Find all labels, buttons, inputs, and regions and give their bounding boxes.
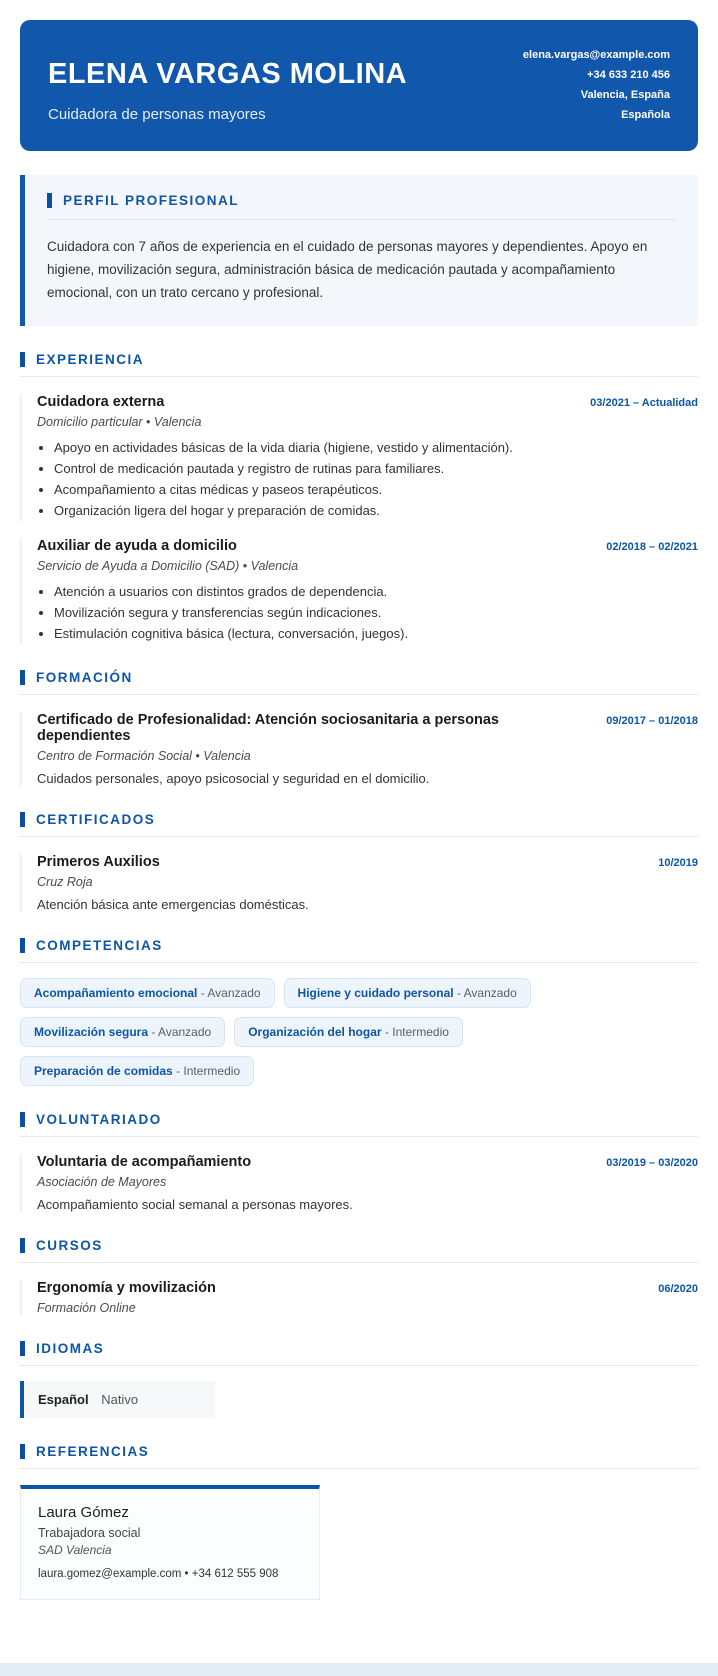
bullet-item: • Apoyo en actividades básicas de la vida diaria (higiene, vestido y alimentación). [54, 437, 698, 458]
contact-info [523, 42, 670, 125]
divider [20, 1365, 698, 1366]
skill-chip-list [20, 978, 698, 1086]
section-experience [20, 352, 698, 644]
languages-heading-label: IDIOMAS [36, 1341, 105, 1356]
entry-date: 06/2020 [658, 1283, 698, 1295]
language-name: Español [38, 1392, 89, 1407]
divider [20, 962, 698, 963]
bullet-item: • Atención a usuarios con distintos grados de dependencia. [54, 581, 698, 602]
section-courses [20, 1238, 698, 1315]
entry-head [37, 394, 698, 410]
skill-name: Organización del hogar [248, 1025, 382, 1039]
entry-subtitle: Servicio de Ayuda a Domicilio (SAD) • Valencia [37, 559, 299, 573]
entry-head [37, 1280, 698, 1296]
section-skills [20, 938, 698, 1086]
skill-name: Higiene y cuidado personal [297, 986, 454, 1000]
skill-separator: - [200, 986, 205, 1000]
course-entry [20, 1280, 698, 1315]
skill-name: Acompañamiento emocional [34, 986, 198, 1000]
entry-subtitle: Asociación de Mayores [37, 1175, 167, 1189]
profile-text: Cuidadora con 7 años de experiencia en el cuidado de personas mayores y dependientes. Apoyo en higiene, movilización segura, administración básica de medicación pautada y acompañamiento emocional, con un trato cercano y profesional. [47, 239, 648, 300]
skill-name: Preparación de comidas [34, 1064, 173, 1078]
education-heading [20, 670, 698, 685]
experience-entry [20, 394, 698, 521]
entry-title: Auxiliar de ayuda a domicilio [37, 538, 237, 554]
heading-bar [20, 812, 25, 827]
header-identity [48, 42, 407, 123]
experience-entry [20, 538, 698, 644]
divider [20, 1262, 698, 1263]
entry-date: 03/2021 – Actualidad [590, 397, 698, 409]
entry-head [37, 1154, 698, 1170]
contact-phone: +34 633 210 456 [587, 69, 670, 81]
experience-heading [20, 352, 698, 367]
entry-subtitle: Centro de Formación Social • Valencia [37, 749, 251, 763]
entry-description: Acompañamiento social semanal a personas mayores. [37, 1197, 353, 1212]
reference-role: Trabajadora social [38, 1526, 141, 1540]
skill-chip [284, 978, 531, 1008]
section-volunteering [20, 1112, 698, 1212]
profile-heading-label: PERFIL PROFESIONAL [63, 193, 240, 208]
entry-date: 02/2018 – 02/2021 [606, 541, 698, 553]
entry-title: Cuidadora externa [37, 394, 165, 410]
reference-contact: laura.gomez@example.com • +34 612 555 908 [38, 1568, 279, 1580]
contact-nationality: Española [621, 109, 670, 121]
heading-bar [20, 352, 25, 367]
entry-description: Cuidados personales, apoyo psicosocial y seguridad en el domicilio. [37, 771, 430, 786]
person-name: ELENA VARGAS MOLINA [48, 58, 408, 90]
divider [20, 694, 698, 695]
entry-subtitle: Cruz Roja [37, 875, 93, 889]
reference-company: SAD Valencia [38, 1543, 112, 1557]
courses-heading [20, 1238, 698, 1253]
skill-separator: - [384, 1025, 389, 1039]
skill-chip [20, 978, 275, 1008]
entry-title: Primeros Auxilios [37, 854, 160, 870]
experience-heading-label: EXPERIENCIA [36, 352, 145, 367]
heading-bar [20, 938, 25, 953]
entry-bullet-list [37, 437, 698, 521]
bullet-item: • Control de medicación pautada y registro de rutinas para familiares. [54, 458, 698, 479]
skill-chip [20, 1017, 225, 1047]
skills-heading-label: COMPETENCIAS [36, 938, 163, 953]
header-card [20, 20, 698, 151]
heading-bar [20, 1444, 25, 1459]
bullet-item: • Movilización segura y transferencias según indicaciones. [54, 602, 698, 623]
education-entry [20, 712, 698, 786]
skill-separator: - [176, 1064, 181, 1078]
section-education [20, 670, 698, 786]
skill-level: Avanzado [158, 1025, 212, 1039]
skill-name: Movilización segura [34, 1025, 149, 1039]
references-heading [20, 1444, 698, 1459]
profile-heading [47, 193, 676, 208]
section-profile [20, 175, 698, 326]
entry-subtitle: Domicilio particular • Valencia [37, 415, 202, 429]
person-job-title: Cuidadora de personas mayores [48, 106, 266, 123]
entry-title: Certificado de Profesionalidad: Atención sociosanitaria a personas dependientes [37, 712, 499, 744]
bullet-item: • Organización ligera del hogar y preparación de comidas. [54, 500, 698, 521]
skill-chip [234, 1017, 463, 1047]
reference-card [20, 1485, 320, 1600]
footer-band [0, 1663, 718, 1676]
heading-bar [20, 1341, 25, 1356]
heading-bar [20, 1112, 25, 1127]
references-heading-label: REFERENCIAS [36, 1444, 150, 1459]
skills-heading [20, 938, 698, 953]
entry-head [37, 538, 698, 554]
skill-level: Intermedio [392, 1025, 449, 1039]
entry-title: Ergonomía y movilización [37, 1280, 216, 1296]
volunteering-heading [20, 1112, 698, 1127]
certificates-heading [20, 812, 698, 827]
entry-description: Atención básica ante emergencias domésticas. [37, 897, 309, 912]
skill-chip [20, 1056, 254, 1086]
volunteering-entry [20, 1154, 698, 1212]
skill-separator: - [456, 986, 461, 1000]
entry-head [37, 712, 698, 744]
education-heading-label: FORMACIÓN [36, 670, 133, 685]
contact-location: Valencia, España [580, 89, 670, 101]
divider [20, 836, 698, 837]
divider [20, 1468, 698, 1469]
section-references [20, 1444, 698, 1600]
entry-date: 10/2019 [658, 857, 698, 869]
divider [47, 219, 676, 220]
skill-separator: - [151, 1025, 156, 1039]
section-languages [20, 1341, 698, 1418]
certificates-heading-label: CERTIFICADOS [36, 812, 156, 827]
bullet-item: • Acompañamiento a citas médicas y paseos terapéuticos. [54, 479, 698, 500]
reference-name: Laura Gómez [38, 1504, 129, 1521]
languages-heading [20, 1341, 698, 1356]
heading-bar [47, 193, 52, 208]
entry-subtitle: Formación Online [37, 1301, 136, 1315]
section-certificates [20, 812, 698, 912]
certificate-entry [20, 854, 698, 912]
courses-heading-label: CURSOS [36, 1238, 103, 1253]
entry-bullet-list [37, 581, 698, 644]
language-level: Nativo [101, 1392, 139, 1407]
contact-email: elena.vargas@example.com [522, 49, 670, 61]
volunteering-heading-label: VOLUNTARIADO [36, 1112, 162, 1127]
divider [20, 1136, 698, 1137]
language-item [20, 1381, 215, 1418]
entry-title: Voluntaria de acompañamiento [37, 1154, 252, 1170]
heading-bar [20, 1238, 25, 1253]
entry-date: 03/2019 – 03/2020 [606, 1157, 698, 1169]
skill-level: Avanzado [463, 986, 517, 1000]
heading-bar [20, 670, 25, 685]
skill-level: Intermedio [183, 1064, 241, 1078]
skill-level: Avanzado [207, 986, 261, 1000]
entry-date: 09/2017 – 01/2018 [606, 715, 698, 727]
entry-head [37, 854, 698, 870]
divider [20, 376, 698, 377]
bullet-item: • Estimulación cognitiva básica (lectura, conversación, juegos). [54, 623, 698, 644]
